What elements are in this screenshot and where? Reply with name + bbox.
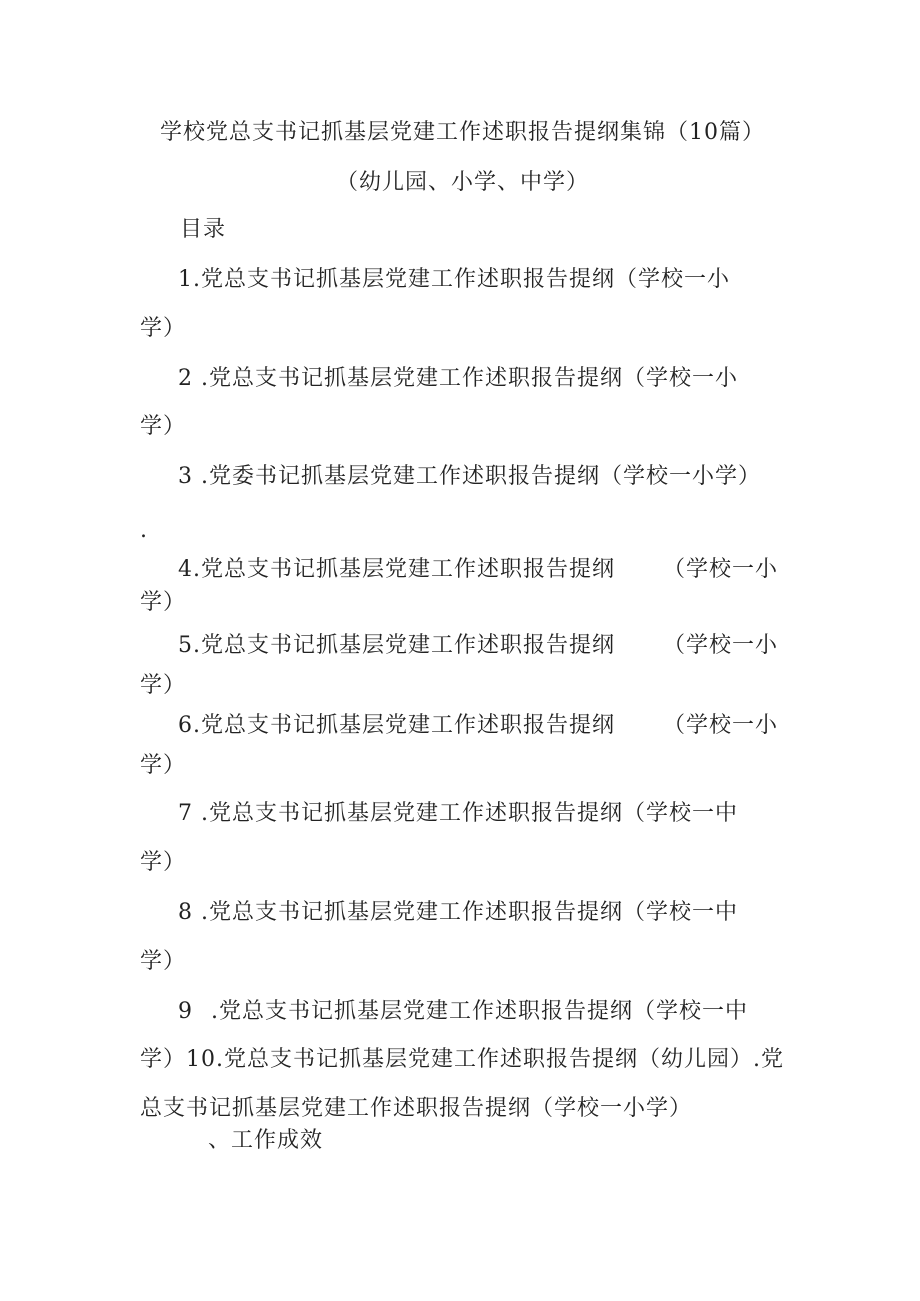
toc-item-4 [178, 555, 778, 585]
toc-item-8-continuation: 学） [140, 949, 187, 974]
toc-item-6-continuation: 学） [140, 753, 187, 778]
toc-item-4-suffix: （学校一小 [663, 557, 779, 582]
toc-item-1-continuation: 学） [140, 316, 187, 341]
toc-item-5-suffix: （学校一小 [663, 633, 779, 658]
toc-item-9-number: 9 [178, 999, 193, 1024]
toc-item-4-continuation: 学） [140, 590, 187, 615]
toc-item-3: 3 .党委书记抓基层党建工作述职报告提纲（学校一小学） [178, 464, 761, 489]
toc-item-1: 1.党总支书记抓基层党建工作述职报告提纲（学校一小 [178, 267, 730, 292]
toc-item-7-continuation: 学） [140, 850, 187, 875]
toc-item-4-text: 4.党总支书记抓基层党建工作述职报告提纲 [178, 557, 615, 582]
toc-item-6-text: 6.党总支书记抓基层党建工作述职报告提纲 [178, 713, 615, 738]
toc-item-6-suffix: （学校一小 [663, 713, 779, 738]
toc-item-9-text: .党总支书记抓基层党建工作述职报告提纲（学校一中 [211, 999, 748, 1024]
toc-item-5-continuation: 学） [140, 673, 187, 698]
toc-item-3-continuation: . [140, 518, 148, 543]
toc-heading: 目录 [180, 217, 227, 242]
toc-item-2-continuation: 学） [140, 414, 187, 439]
document-subtitle: （幼儿园、小学、中学） [336, 170, 590, 195]
toc-item-5 [178, 631, 778, 661]
document-title: 学校党总支书记抓基层党建工作述职报告提纲集锦（10篇） [160, 120, 765, 145]
toc-item-7: 7 .党总支书记抓基层党建工作述职报告提纲（学校一中 [178, 801, 738, 826]
section-heading: 、工作成效 [208, 1128, 324, 1153]
toc-item-5-text: 5.党总支书记抓基层党建工作述职报告提纲 [178, 633, 615, 658]
toc-item-10-continuation: 总支书记抓基层党建工作述职报告提纲（学校一小学） [140, 1096, 693, 1121]
toc-item-6 [178, 711, 778, 741]
toc-item-2: 2 .党总支书记抓基层党建工作述职报告提纲（学校一小 [178, 366, 738, 391]
toc-item-8: 8 .党总支书记抓基层党建工作述职报告提纲（学校一中 [178, 900, 738, 925]
toc-item-9 [178, 997, 748, 1027]
toc-item-10: 学）10.党总支书记抓基层党建工作述职报告提纲（幼儿园）.党 [140, 1047, 784, 1072]
